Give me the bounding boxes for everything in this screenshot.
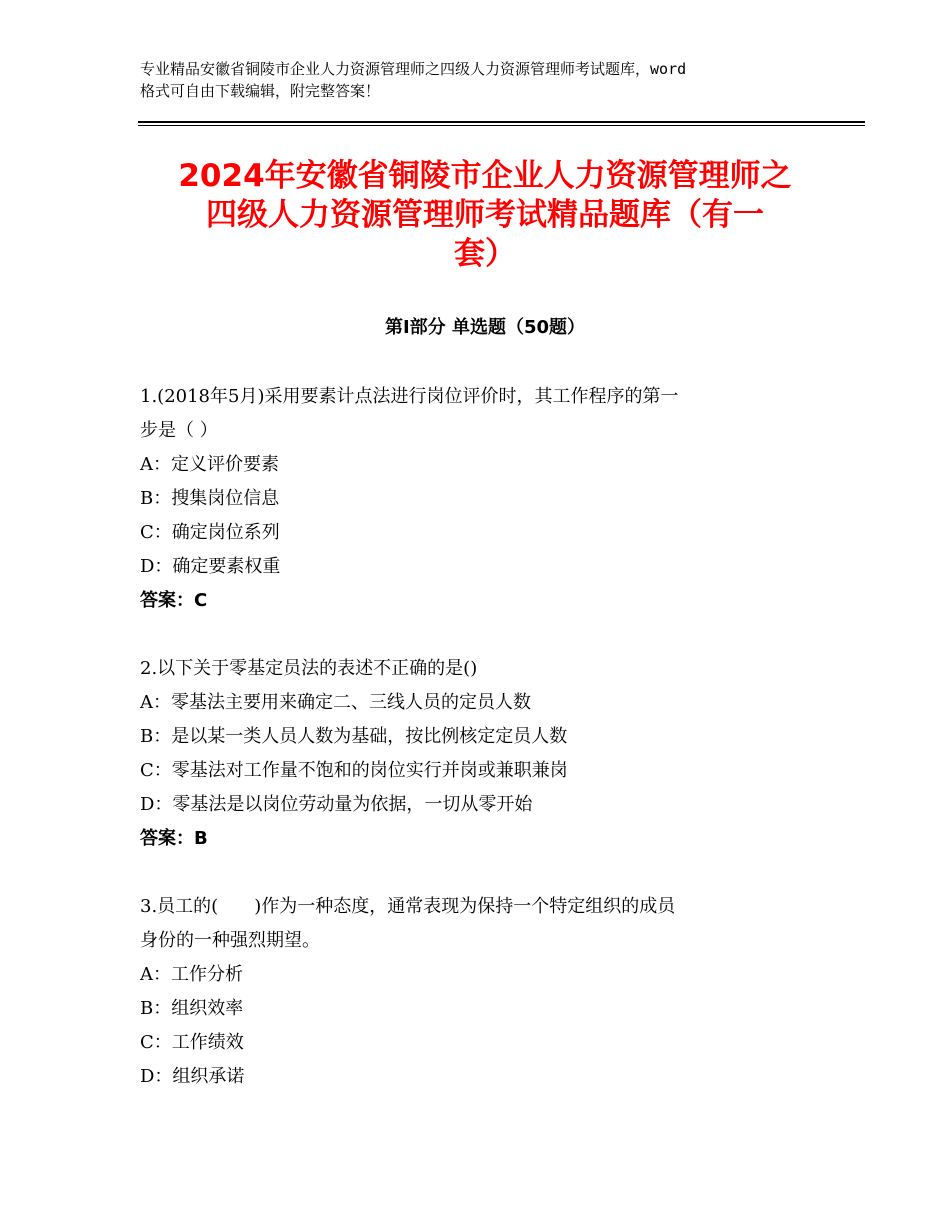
question-stem-line: 3.员工的( )作为一种态度，通常表现为保持一个特定组织的成员 — [140, 896, 676, 917]
question-stem-line: 身份的一种强烈期望。 — [140, 930, 320, 951]
question-2 — [140, 652, 830, 856]
question-stem-line: 1.(2018年5月)采用要素计点法进行岗位评价时，其工作程序的第一 — [140, 386, 679, 407]
question-stem-line: 2.以下关于零基定员法的表述不正确的是() — [140, 658, 478, 679]
option-c: C：零基法对工作量不饱和的岗位实行并岗或兼职兼岗 — [140, 760, 568, 781]
section-heading: 第Ⅰ部分 单选题（50题） — [384, 317, 585, 338]
title-line: 2024年安徽省铜陵市企业人力资源管理师之 — [178, 158, 792, 194]
question-1 — [140, 380, 830, 618]
header-divider-thick — [138, 121, 865, 123]
option-a: A：零基法主要用来确定二、三线人员的定员人数 — [140, 692, 531, 713]
option-c: C：确定岗位系列 — [140, 522, 280, 543]
title-line: 四级人力资源管理师考试精品题库（有一 — [206, 197, 764, 233]
option-d: D：确定要素权重 — [140, 556, 281, 577]
title-line: 套） — [454, 236, 516, 272]
option-a: A：定义评价要素 — [140, 454, 279, 475]
header-note — [140, 58, 830, 102]
question-3 — [140, 890, 830, 1094]
header-note-line: 专业精品安徽省铜陵市企业人力资源管理师之四级人力资源管理师考试题库，word — [140, 60, 687, 78]
header-note-line: 格式可自由下载编辑，附完整答案！ — [140, 82, 381, 100]
option-a: A：工作分析 — [140, 964, 243, 985]
question-stem-line: 步是（ ） — [140, 420, 218, 441]
option-b: B：是以某一类人员人数为基础，按比例核定定员人数 — [140, 726, 568, 747]
document-title — [140, 157, 830, 274]
option-b: B：搜集岗位信息 — [140, 488, 280, 509]
option-b: B：组织效率 — [140, 998, 244, 1019]
answer-line: 答案：C — [140, 590, 208, 611]
option-c: C：工作绩效 — [140, 1032, 244, 1053]
question-list — [140, 380, 830, 1128]
answer-line: 答案：B — [140, 828, 208, 849]
option-d: D：零基法是以岗位劳动量为依据，一切从零开始 — [140, 794, 533, 815]
header-divider-thin — [138, 125, 865, 126]
option-d: D：组织承诺 — [140, 1066, 245, 1087]
